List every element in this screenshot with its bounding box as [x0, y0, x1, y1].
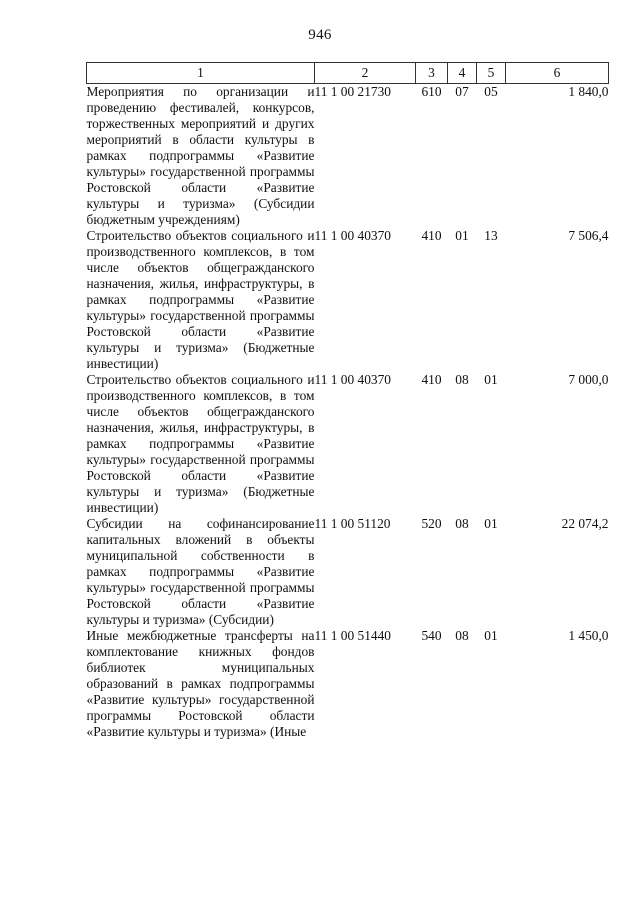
header-col-4: 4 [448, 63, 477, 84]
table-row [87, 84, 609, 229]
row-description: Строительство объектов социального и производственного комплексов, в том числе объектов общегражданского назначения, жилья, инфраструктуры, в рамках подпрограммы «Развитие культуры» государственной программы Ростовской области «Развитие культуры и туризма» (Бюджетные инвестиции) [86, 228, 315, 371]
row-amount: 22 074,2 [561, 516, 609, 531]
row-section: 01 [455, 228, 469, 243]
row-description: Мероприятия по организации и проведению фестивалей, конкурсов, торжественных мероприятий и других мероприятий в области культуры в рамках подпрограммы «Развитие культуры» государственной программы Ростовской области «Развитие культуры и туризма» (Субсидии бюджетным учреждениям) [86, 84, 315, 227]
header-col-5: 5 [477, 63, 506, 84]
row-section: 07 [455, 84, 469, 99]
header-col-3: 3 [416, 63, 448, 84]
header-col-1: 1 [87, 63, 315, 84]
row-target-code: 11 1 00 51440 [314, 628, 391, 643]
row-expense-type: 520 [421, 516, 442, 531]
row-section: 08 [455, 516, 469, 531]
row-subsection: 05 [484, 84, 498, 99]
row-amount: 1 450,0 [568, 628, 609, 643]
header-col-2: 2 [315, 63, 416, 84]
row-amount: 7 506,4 [568, 228, 609, 243]
row-amount: 7 000,0 [568, 372, 609, 387]
row-section: 08 [455, 372, 469, 387]
row-expense-type: 540 [421, 628, 442, 643]
row-target-code: 11 1 00 51120 [314, 516, 391, 531]
row-expense-type: 610 [421, 84, 442, 99]
row-section: 08 [455, 628, 469, 643]
row-subsection: 01 [484, 372, 498, 387]
row-expense-type: 410 [421, 228, 442, 243]
row-description: Субсидии на софинансирование капитальных вложений в объекты муниципальной собственности в рамках подпрограммы «Развитие культуры» государственной программы Ростовской области «Развитие культуры и туризма» (Субсидии) [86, 516, 315, 627]
table-row [87, 228, 609, 372]
header-col-6: 6 [506, 63, 609, 84]
header-row [87, 63, 609, 84]
row-target-code: 11 1 00 40370 [314, 372, 391, 387]
row-expense-type: 410 [421, 372, 442, 387]
row-description: Иные межбюджетные трансферты на комплектование книжных фондов библиотек муниципальных образований в рамках подпрограммы «Развитие культуры» государственной программы Ростовской области «Развитие культуры и туризма» (Иные [86, 628, 315, 739]
row-subsection: 01 [484, 516, 498, 531]
page-number: 946 [308, 27, 332, 43]
row-target-code: 11 1 00 21730 [314, 84, 391, 99]
table-row [87, 516, 609, 628]
table-row [87, 628, 609, 740]
table-row [87, 372, 609, 516]
row-amount: 1 840,0 [568, 84, 609, 99]
row-description: Строительство объектов социального и производственного комплексов, в том числе объектов общегражданского назначения, жилья, инфраструктуры, в рамках подпрограммы «Развитие культуры» государственной программы Ростовской области «Развитие культуры и туризма» (Бюджетные инвестиции) [86, 372, 315, 515]
row-target-code: 11 1 00 40370 [314, 228, 391, 243]
row-subsection: 01 [484, 628, 498, 643]
budget-table [86, 62, 609, 740]
row-subsection: 13 [484, 228, 498, 243]
